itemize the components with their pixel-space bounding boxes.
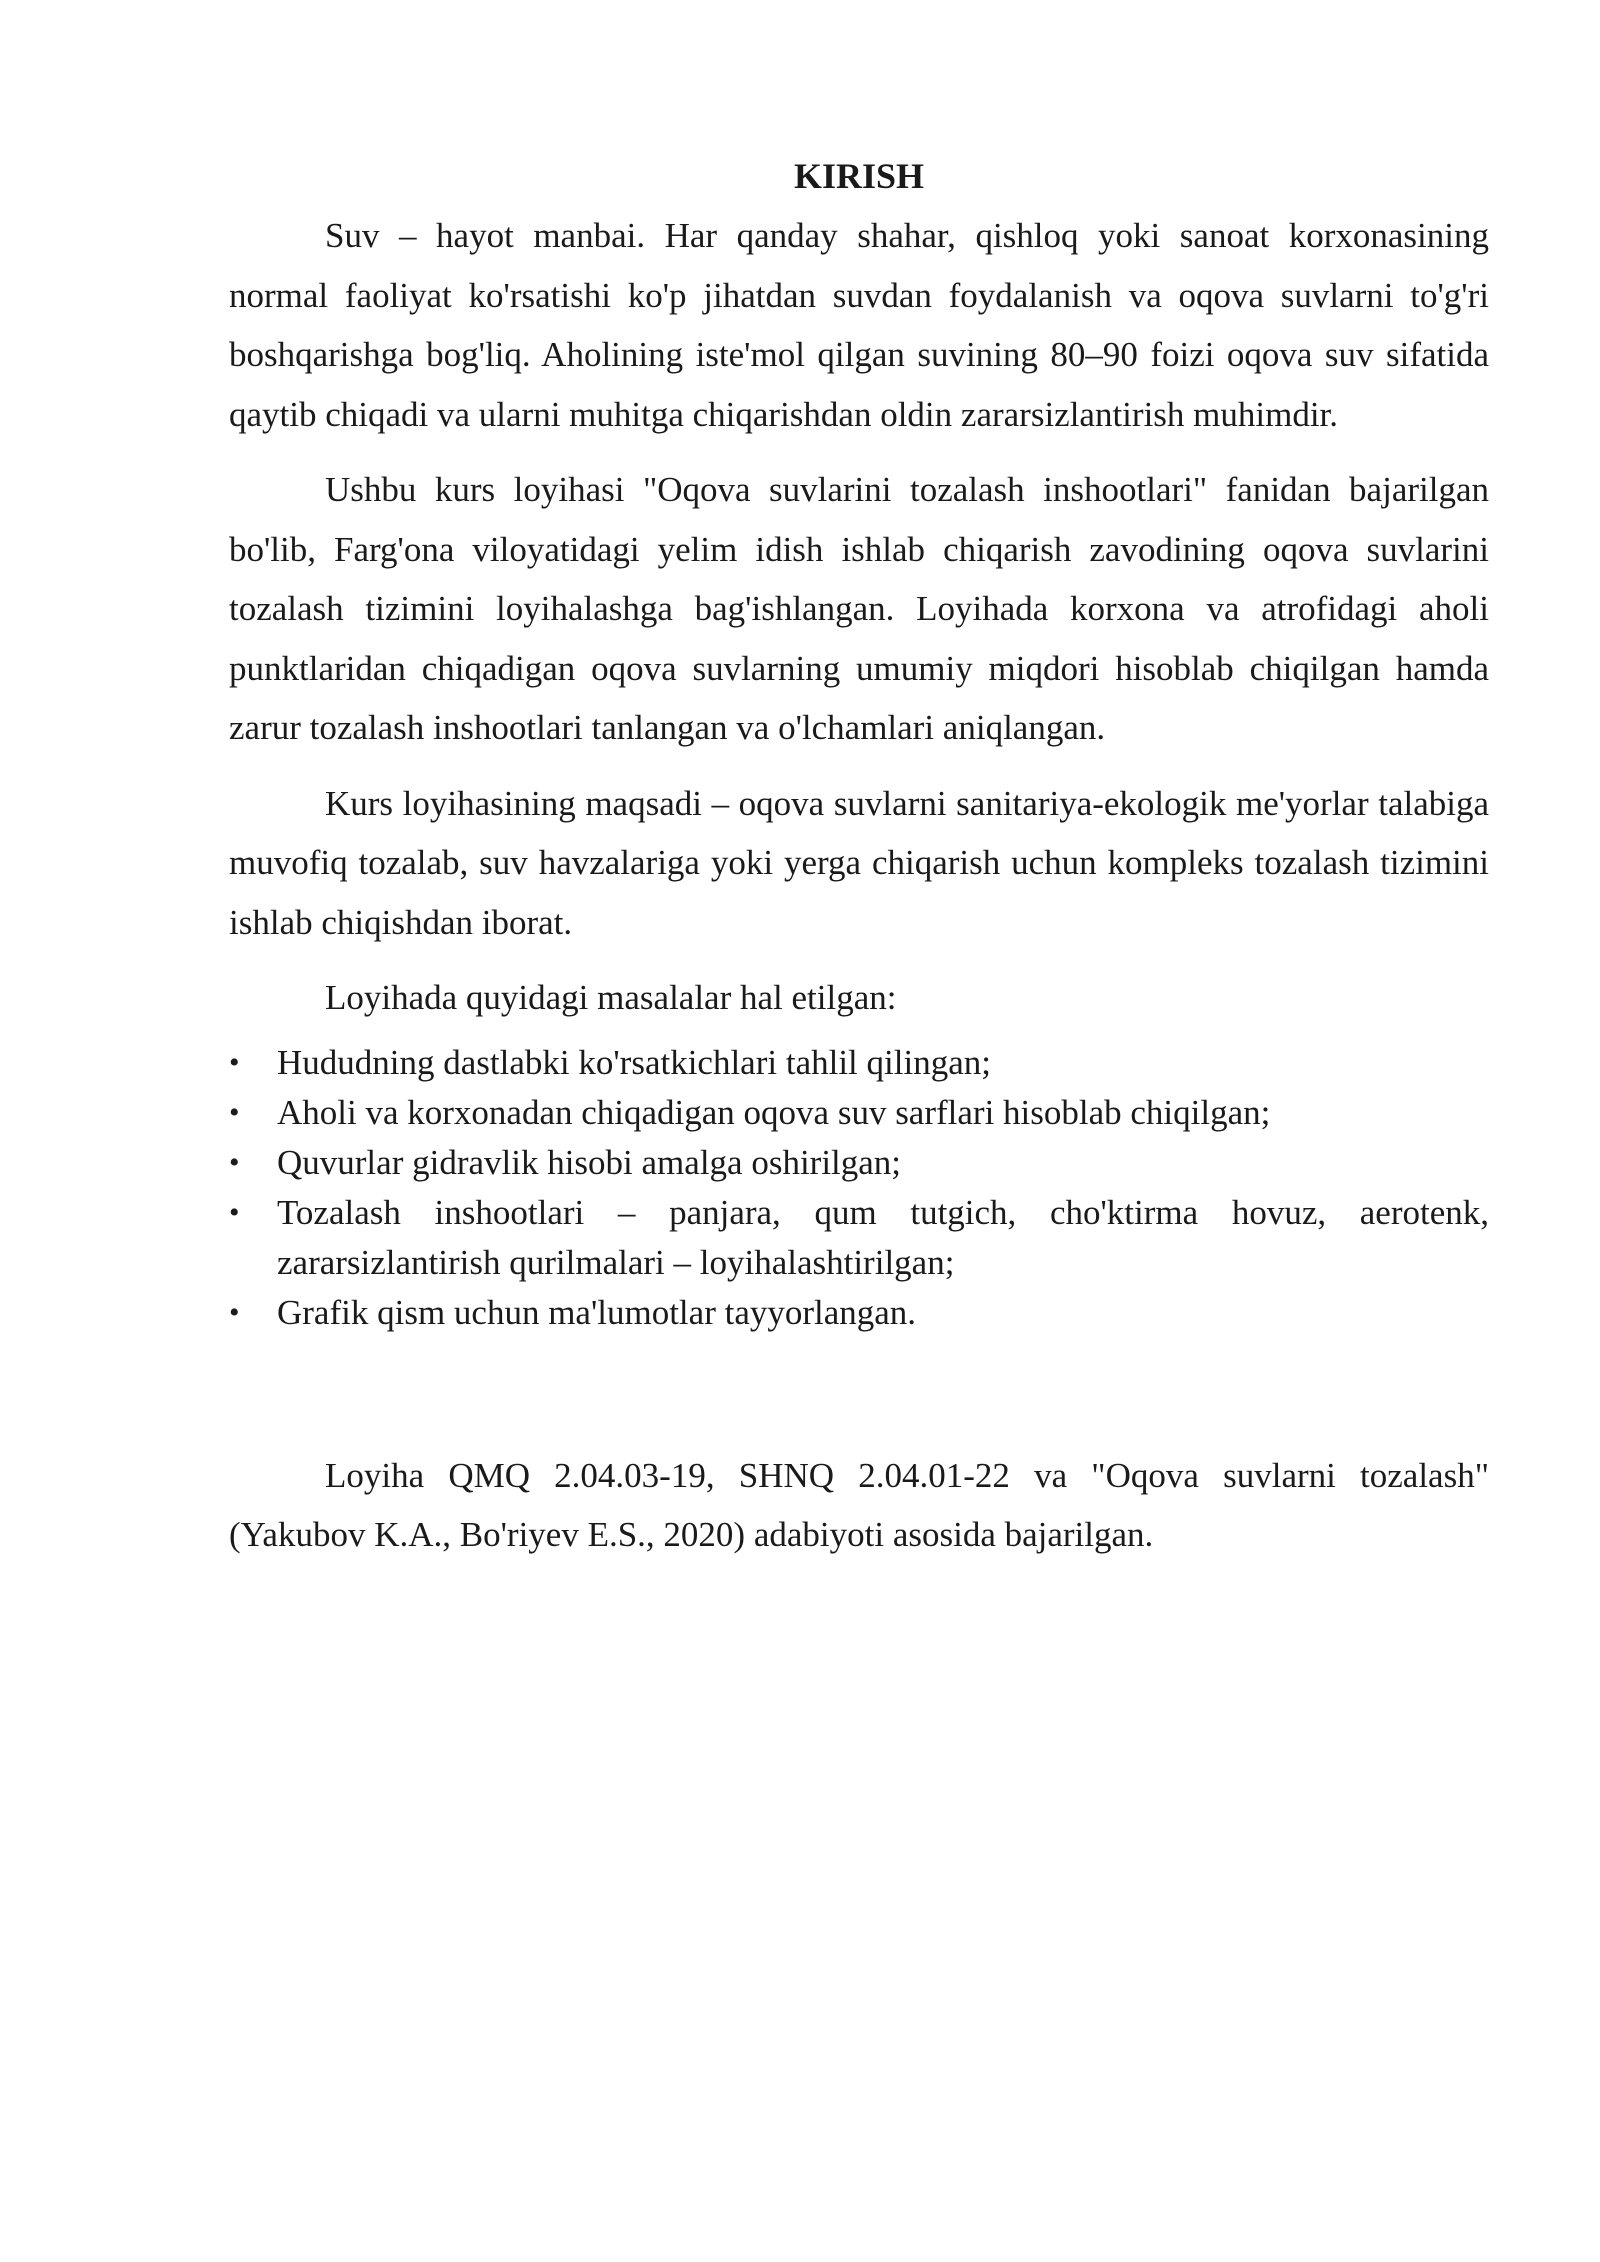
project-description-paragraph: Ushbu kurs loyihasi "Oqova suvlarini tozalash inshootlari" fanidan bajarilgan bo'lib, Farg'ona viloyatidagi yelim idish ishlab chiqarish zavodining oqova suvlarini tozalash tizimini loyihalashga bag'ishlangan. Loyihada korxona va atrofidagi aholi punktlaridan chiqadigan oqova suvlarning umumiy miqdori hisoblab chiqilgan hamda zarur tozalash inshootlari tanlangan va o'lchamlari aniqlangan.: [229, 470, 1489, 747]
closing-paragraph: Loyiha QMQ 2.04.03-19, SHNQ 2.04.01-22 va "Oqova suvlarni tozalash" (Yakubov K.A., Bo'riyev E.S., 2020) adabiyoti asosida bajarilgan.: [229, 1455, 1489, 1554]
list-item-text: Hududning dastlabki ko'rsatkichlari tahlil qilingan;: [277, 1042, 991, 1082]
page-title: KIRISH: [793, 156, 925, 196]
list-item: [229, 1138, 1489, 1188]
bullet-icon: •: [229, 1145, 240, 1179]
bullet-icon: •: [229, 1195, 240, 1229]
list-item: [229, 1188, 1489, 1288]
list-item: [229, 1038, 1489, 1088]
list-item-text: Aholi va korxonadan chiqadigan oqova suv sarflari hisoblab chiqilgan;: [277, 1092, 1271, 1132]
list-item-text: Quvurlar gidravlik hisobi amalga oshirilgan;: [277, 1142, 902, 1182]
blank-space: [229, 1338, 1489, 1446]
list-item: [229, 1288, 1489, 1338]
bullet-icon: •: [229, 1295, 240, 1329]
project-goal-paragraph: Kurs loyihasining maqsadi – oqova suvlarni sanitariya-ekologik me'yorlar talabiga muvofiq tozalab, suv havzalariga yoki yerga chiqarish uchun kompleks tozalash tizimini ishlab chiqishdan iborat.: [229, 783, 1489, 942]
bullet-icon: •: [229, 1045, 240, 1079]
list-item: [229, 1088, 1489, 1138]
tasks-intro: Loyihada quyidagi masalalar hal etilgan:: [325, 978, 897, 1017]
tasks-list: [229, 1038, 1489, 1338]
document-page: [229, 150, 1489, 1581]
list-item-text: Tozalash inshootlari – panjara, qum tutgich, cho'ktirma hovuz, aerotenk, zararsizlantirish qurilmalari – loyihalashtirilgan;: [277, 1192, 1489, 1282]
bullet-icon: •: [229, 1095, 240, 1129]
intro-paragraph: Suv – hayot manbai. Har qanday shahar, qishloq yoki sanoat korxonasining normal faoliyat ko'rsatishi ko'p jihatdan suvdan foydalanish va oqova suvlarni to'g'ri boshqarishga bog'liq. Aholining iste'mol qilgan suvining 80–90 foizi oqova suv sifatida qaytib chiqadi va ularni muhitga chiqarishdan oldin zararsizlantirish muhimdir.: [229, 216, 1489, 434]
list-item-text: Grafik qism uchun ma'lumotlar tayyorlangan.: [277, 1292, 917, 1332]
